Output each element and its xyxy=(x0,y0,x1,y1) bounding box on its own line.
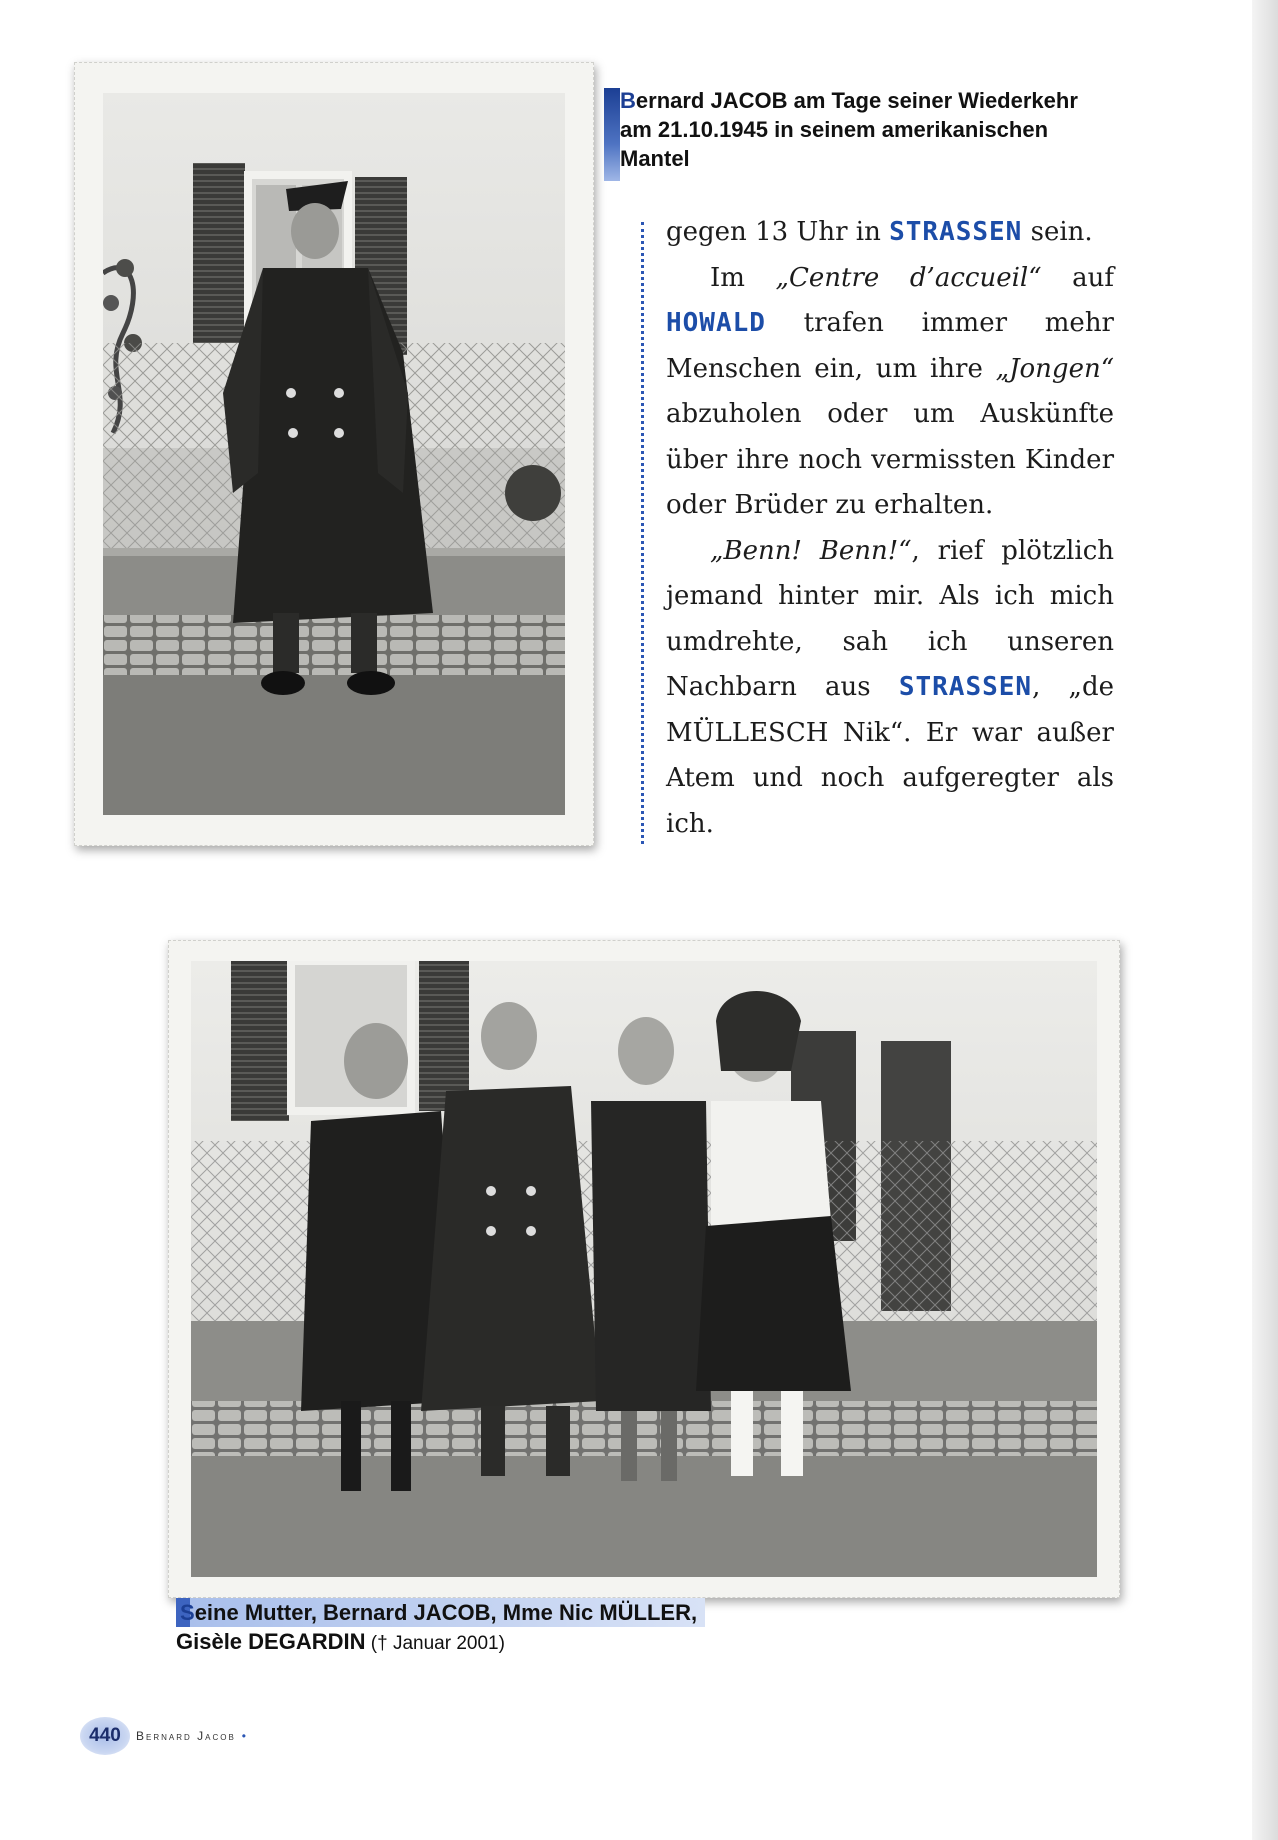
text-run: sein. xyxy=(1022,217,1093,247)
photo-soldier-portrait xyxy=(74,62,594,846)
text-run: , „de MÜLLESCH Nik“. Er war außer Atem und noch aufgeregter als ich. xyxy=(666,672,1115,839)
body-text xyxy=(640,210,1114,847)
caption-bottom-line1 xyxy=(176,1598,705,1627)
text-run: Im xyxy=(710,262,776,293)
paragraph-3 xyxy=(640,529,1114,848)
page-number: 440 xyxy=(80,1717,130,1755)
place-name-strassen: STRASSEN xyxy=(889,217,1023,247)
quote-centre-daccueil: „Centre d’accueil“ xyxy=(775,262,1042,293)
footer-bullet-icon: • xyxy=(241,1729,246,1743)
photo-soldier-image xyxy=(103,93,565,815)
text-run: auf xyxy=(1041,262,1114,293)
running-head: Bernard Jacob xyxy=(136,1729,236,1743)
place-name-strassen: STRASSEN xyxy=(898,672,1033,702)
place-name-howald: HOWALD xyxy=(666,308,766,338)
paragraph-2 xyxy=(640,256,1114,529)
caption-bottom-line1-text: eine Mutter, Bernard JACOB, Mme Nic MÜLLER, xyxy=(194,1600,698,1625)
photo-group-image xyxy=(191,961,1097,1577)
quote-benn: „Benn! Benn!“ xyxy=(710,535,912,566)
text-run: , rief plötzlich jemand hinter mir. Als ich mich umdrehte, sah ich unseren Nachbarn aus xyxy=(666,535,1114,702)
caption-bottom-date: († Januar 2001) xyxy=(365,1633,505,1654)
caption-top xyxy=(604,86,1100,173)
caption-top-text: ernard JACOB am Tage seiner Wiederkehr am 21.10.1945 in seinem amerikanischen Mantel xyxy=(620,88,1078,171)
text-run: abzuholen oder um Auskünfte über ihre noch vermissten Kinder oder Brüder zu erhalten. xyxy=(666,399,1114,520)
text-run: gegen 13 Uhr in xyxy=(666,217,890,247)
caption-bottom-initial: S xyxy=(180,1600,195,1625)
caption-bottom-line2: Gisèle DEGARDIN xyxy=(176,1629,366,1654)
quote-jongen: „Jongen“ xyxy=(995,353,1114,384)
page-edge xyxy=(1252,0,1278,1840)
text-run: trafen immer mehr Menschen ein, um ihre xyxy=(666,308,1114,384)
caption-bottom xyxy=(176,1598,896,1658)
page-footer xyxy=(80,1716,246,1756)
caption-top-initial: B xyxy=(620,88,636,113)
paragraph-1 xyxy=(640,210,1114,256)
photo-group-portrait xyxy=(168,940,1120,1598)
